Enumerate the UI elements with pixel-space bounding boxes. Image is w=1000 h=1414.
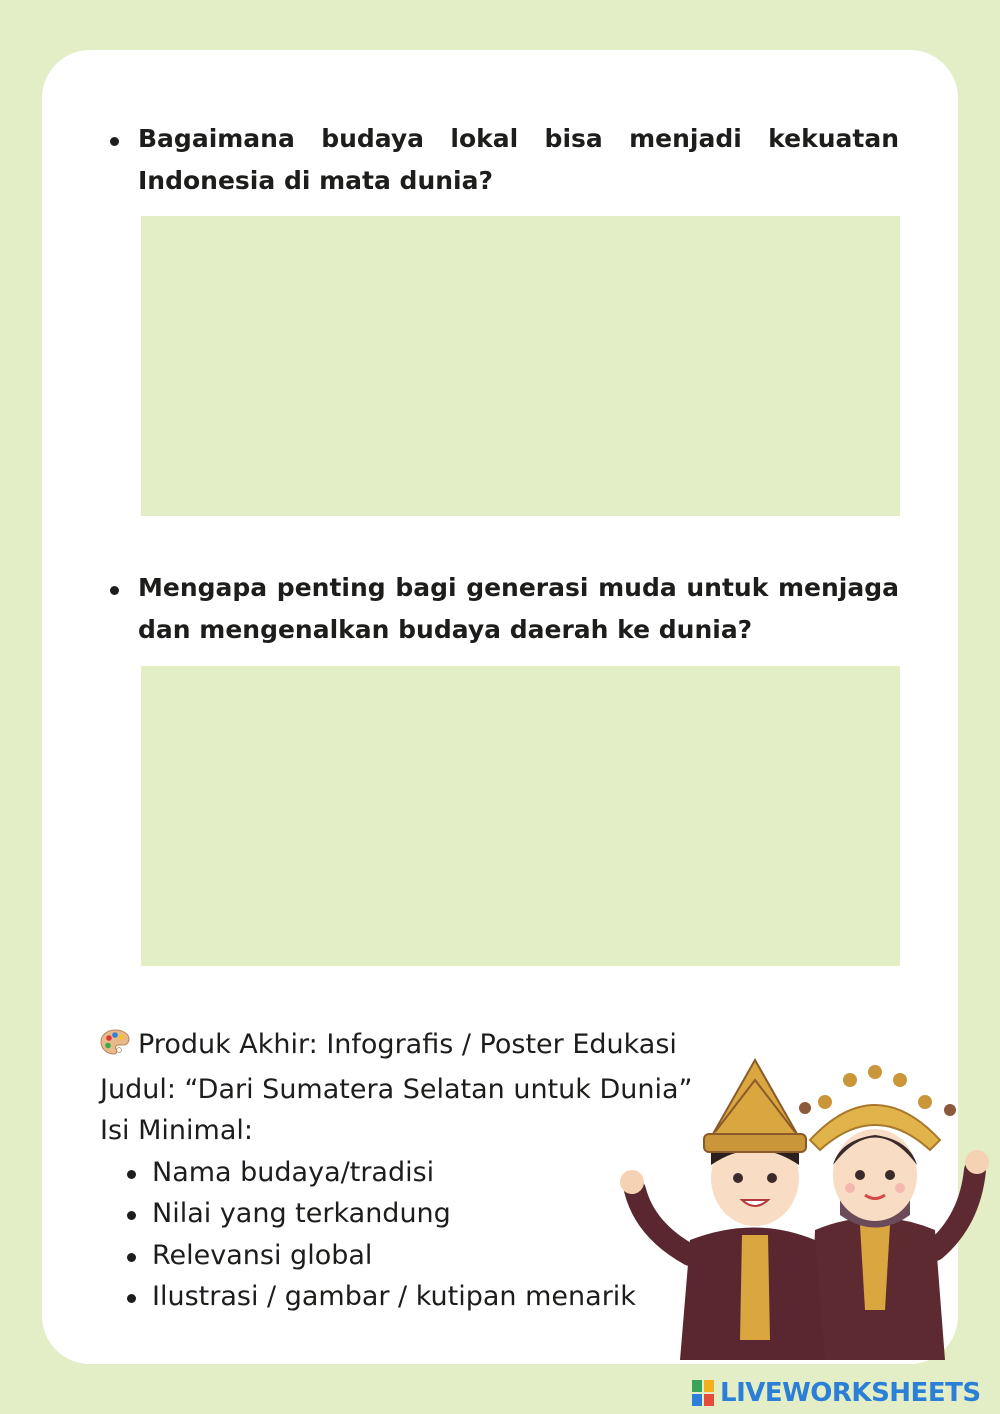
product-heading-line (100, 1024, 700, 1069)
logo-text: LIVEWORKSHEETS (720, 1378, 981, 1408)
list-item: Ilustrasi / gambar / kutipan menarik (100, 1276, 700, 1318)
question-2: Mengapa penting bagi generasi muda untuk menjaga dan mengenalkan budaya daerah ke dunia? (138, 573, 899, 644)
content-label: Isi Minimal: (100, 1115, 253, 1146)
answer-box-1[interactable] (141, 216, 900, 516)
content-list (100, 1152, 700, 1318)
final-product-section (100, 1024, 700, 1318)
product-heading: Produk Akhir: Infografis / Poster Edukasi (138, 1029, 677, 1060)
bullet-dot (110, 137, 119, 146)
list-item: Nama budaya/tradisi (100, 1152, 700, 1194)
question-1: Bagaimana budaya lokal bisa menjadi kekuatan Indonesia di mata dunia? (138, 124, 899, 195)
liveworksheets-logo (692, 1376, 981, 1410)
logo-blocks-icon (692, 1380, 714, 1406)
palette-icon (100, 1027, 130, 1069)
product-title: Judul: “Dari Sumatera Selatan untuk Dunia” (100, 1073, 693, 1105)
list-item: Nilai yang terkandung (100, 1193, 700, 1235)
list-item: Relevansi global (100, 1235, 700, 1277)
couple-illustration (620, 1050, 1000, 1374)
bullet-dot (110, 586, 119, 595)
answer-box-2[interactable] (141, 666, 900, 966)
